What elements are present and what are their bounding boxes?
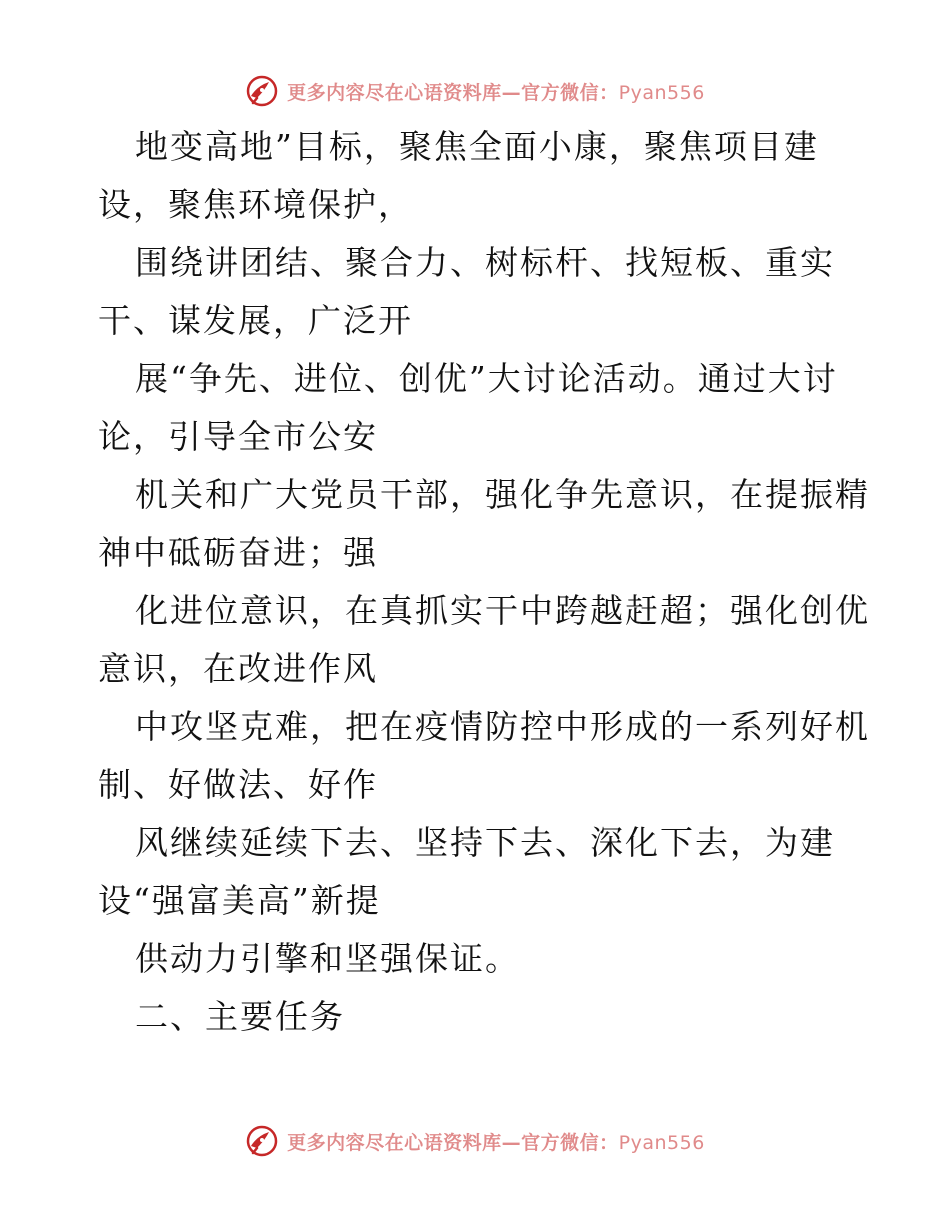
- footer-watermark: [0, 1121, 950, 1161]
- body-line: 化进位意识，在真抓实干中跨越赶超；强化创优: [135, 591, 870, 630]
- body-line: 设“强富美高”新提: [98, 881, 381, 920]
- body-line: 供动力引擎和坚强保证。: [135, 939, 520, 978]
- body-line: 论，引导全市公安: [98, 417, 378, 456]
- watermark-text: 更多内容尽在心语资料库—官方微信：Pyan556: [287, 81, 705, 104]
- body-line: 中攻坚克难，把在疫情防控中形成的一系列好机: [135, 707, 870, 746]
- body-line: 展“争先、进位、创优”大讨论活动。通过大讨: [135, 359, 838, 398]
- body-line: 风继续延续下去、坚持下去、深化下去，为建: [135, 823, 835, 862]
- watermark-text: 更多内容尽在心语资料库—官方微信：Pyan556: [287, 1131, 705, 1154]
- body-line: 制、好做法、好作: [98, 765, 378, 804]
- body-line: 干、谋发展，广泛开: [98, 301, 413, 340]
- body-line: 围绕讲团结、聚合力、树标杆、找短板、重实: [135, 243, 835, 282]
- body-line: 神中砥砺奋进；强: [98, 533, 378, 572]
- pen-nib-logo-icon: [245, 1124, 279, 1158]
- body-line: 地变高地”目标，聚焦全面小康，聚焦项目建: [135, 127, 819, 166]
- body-line: 设，聚焦环境保护，: [98, 185, 413, 224]
- body-line: 机关和广大党员干部，强化争先意识，在提振精: [135, 475, 870, 514]
- section-heading: 二、主要任务: [135, 997, 345, 1036]
- body-line: 意识，在改进作风: [98, 649, 378, 688]
